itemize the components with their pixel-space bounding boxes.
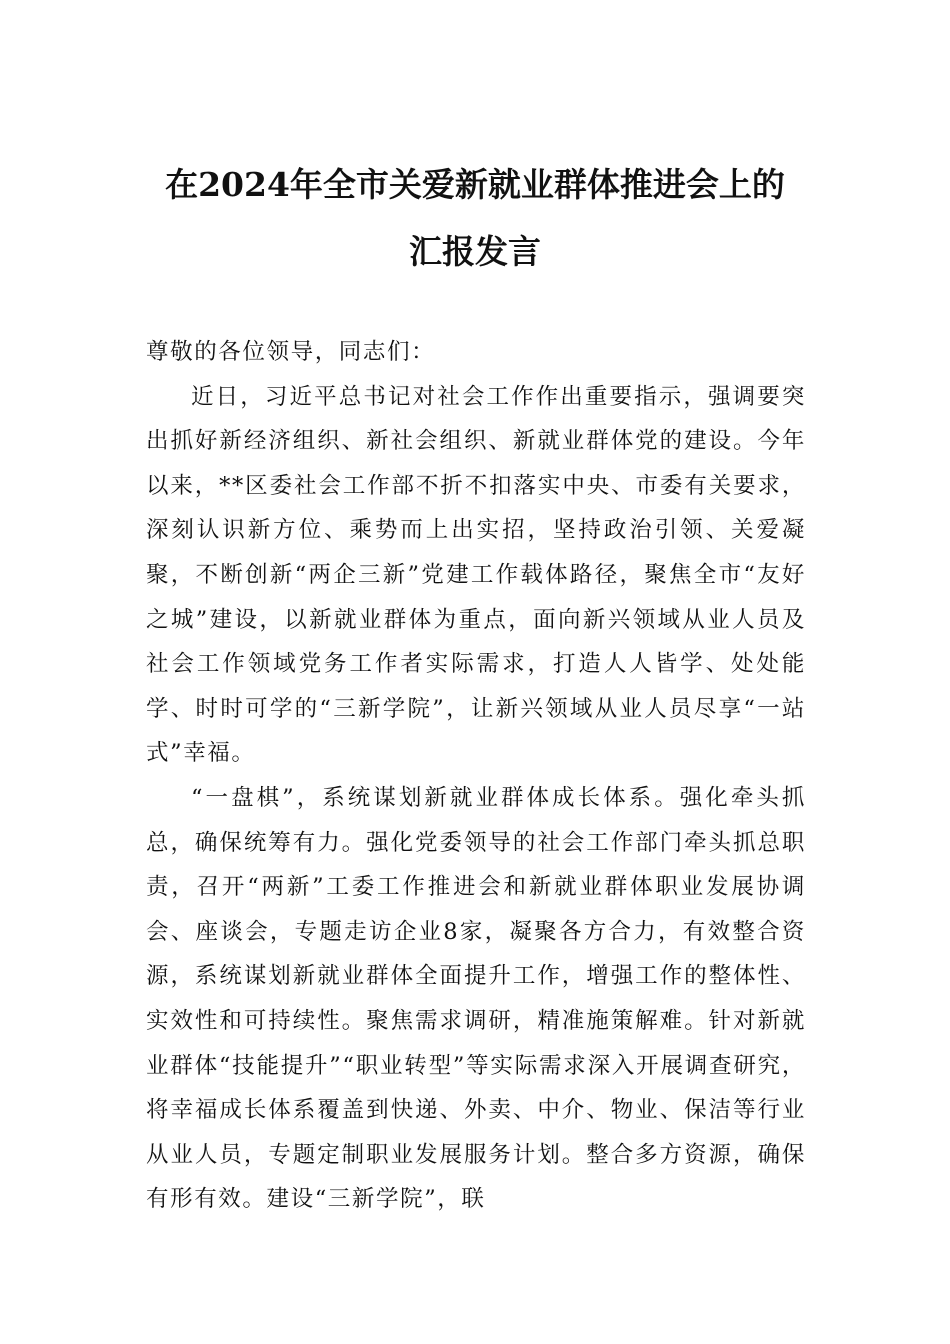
body-paragraph-2: “一盘棋”，系统谋划新就业群体成长体系。强化牵头抓总，确保统筹有力。强化党委领导的社会工作部门牵头抓总职责，召开“两新”工委工作推进会和新就业群体职业发展协调会、座谈会，专题走访企业8家，凝聚各方合力，有效整合资源，系统谋划新就业群体全面提升工作，增强工作的整体性、实效性和可持续性。聚焦需求调研，精准施策解难。针对新就业群体“技能提升”“职业转型”等实际需求深入开展调查研究，将幸福成长体系覆盖到快递、外卖、中介、物业、保洁等行业从业人员，专题定制职业发展服务计划。整合多方资源，确保有形有效。建设“三新学院”，联 xyxy=(146,784,806,1213)
salutation: 尊敬的各位领导，同志们： xyxy=(146,339,436,365)
document-title-line-2: 汇报发言 xyxy=(409,232,541,271)
body-paragraph-1: 近日，习近平总书记对社会工作作出重要指示，强调要突出抓好新经济组织、新社会组织、新就业群体党的建设。今年以来，**区委社会工作部不折不扣落实中央、市委有关要求，深刻认识新方位、乘势而上出实招，坚持政治引领、关爱凝聚，不断创新“两企三新”党建工作载体路径，聚焦全市“友好之城”建设，以新就业群体为重点，面向新兴领域从业人员及社会工作领域党务工作者实际需求，打造人人皆学、处处能学、时时可学的“三新学院”，让新兴领域从业人员尽享“一站式”幸福。 xyxy=(146,383,806,767)
document-body xyxy=(146,330,806,1222)
document-title-line-1: 在2024年全市关爱新就业群体推进会上的 xyxy=(165,165,785,204)
